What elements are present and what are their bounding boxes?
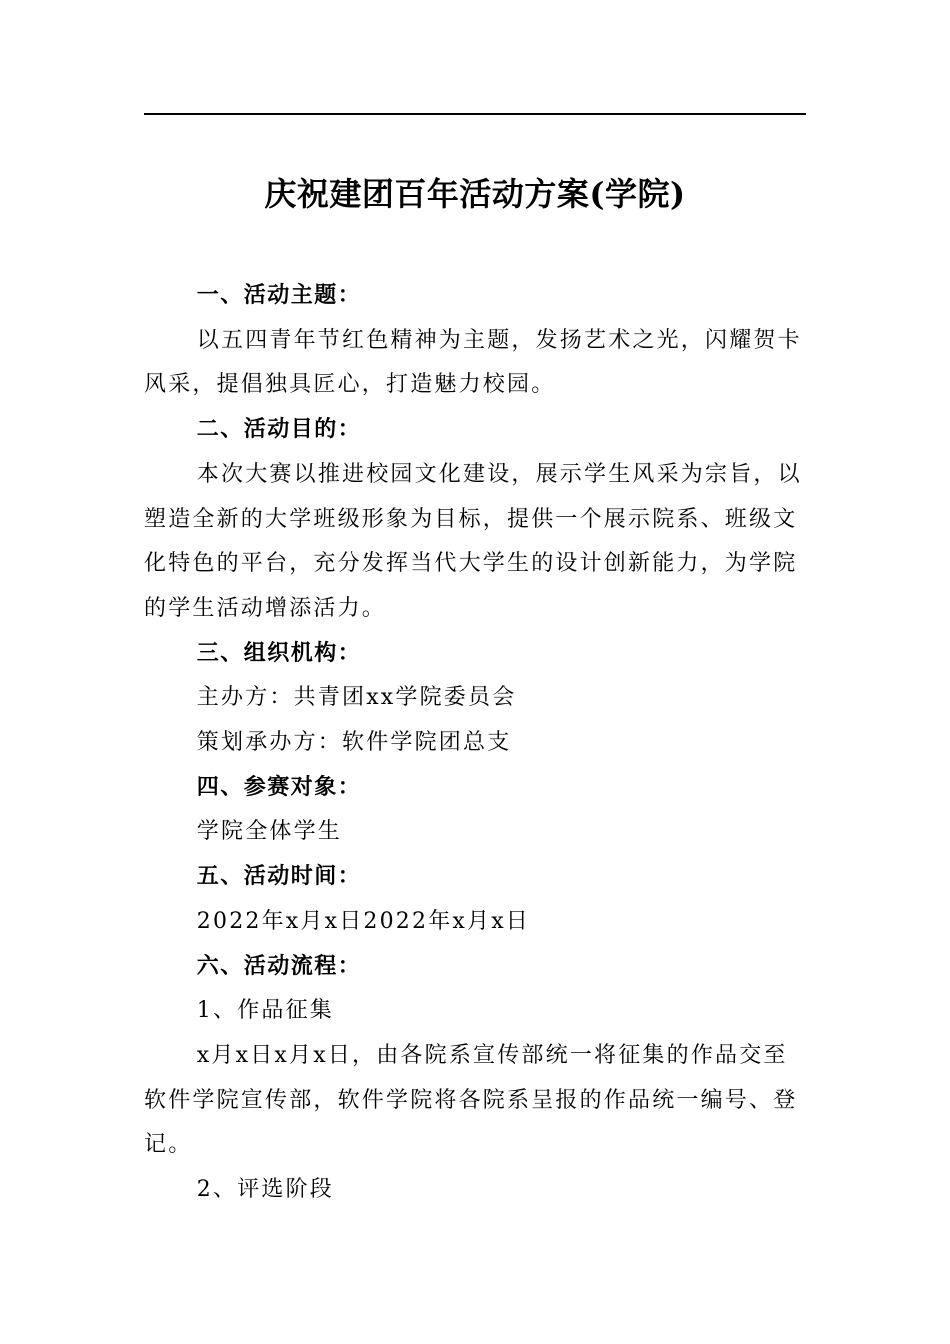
section-text-participants: 学院全体学生 <box>196 819 342 845</box>
process-step-2-title: 2、评选阶段 <box>196 1177 334 1203</box>
section-text-time: 2022年x月x日2022年x月x日 <box>196 908 531 934</box>
section-heading-time: 五、活动时间： <box>196 864 362 890</box>
document-title: 庆祝建团百年活动方案(学院) <box>264 175 686 213</box>
section-heading-theme: 一、活动主题： <box>196 283 362 308</box>
process-step-1-title: 1、作品征集 <box>196 998 334 1024</box>
section-heading-participants: 四、参赛对象： <box>196 774 362 800</box>
process-step-1-text: x月x日x月x日，由各院系宣传部统一将征集的作品交至软件学院宣传部，软件学院将各院系呈报的作品统一编号、登记。 <box>144 1042 798 1158</box>
section-heading-organization: 三、组织机构： <box>196 640 362 666</box>
co-organizer-line: 策划承办方：软件学院团总支 <box>196 730 512 756</box>
section-heading-process: 六、活动流程： <box>196 953 362 979</box>
document-body <box>144 274 808 1213</box>
header-rule <box>144 113 806 115</box>
section-text-theme: 以五四青年节红色精神为主题，发扬艺术之光，闪耀贺卡风采，提倡独具匠心，打造魅力校园。 <box>144 327 802 398</box>
organizer-line: 主办方：共青团xx学院委员会 <box>196 685 517 711</box>
section-text-purpose: 本次大赛以推进校园文化建设，展示学生风采为宗旨，以塑造全新的大学班级形象为目标，提供一个展示院系、班级文化特色的平台，充分发挥当代大学生的设计创新能力，为学院的学生活动增添活力。 <box>144 461 802 621</box>
section-heading-purpose: 二、活动目的： <box>196 417 362 443</box>
